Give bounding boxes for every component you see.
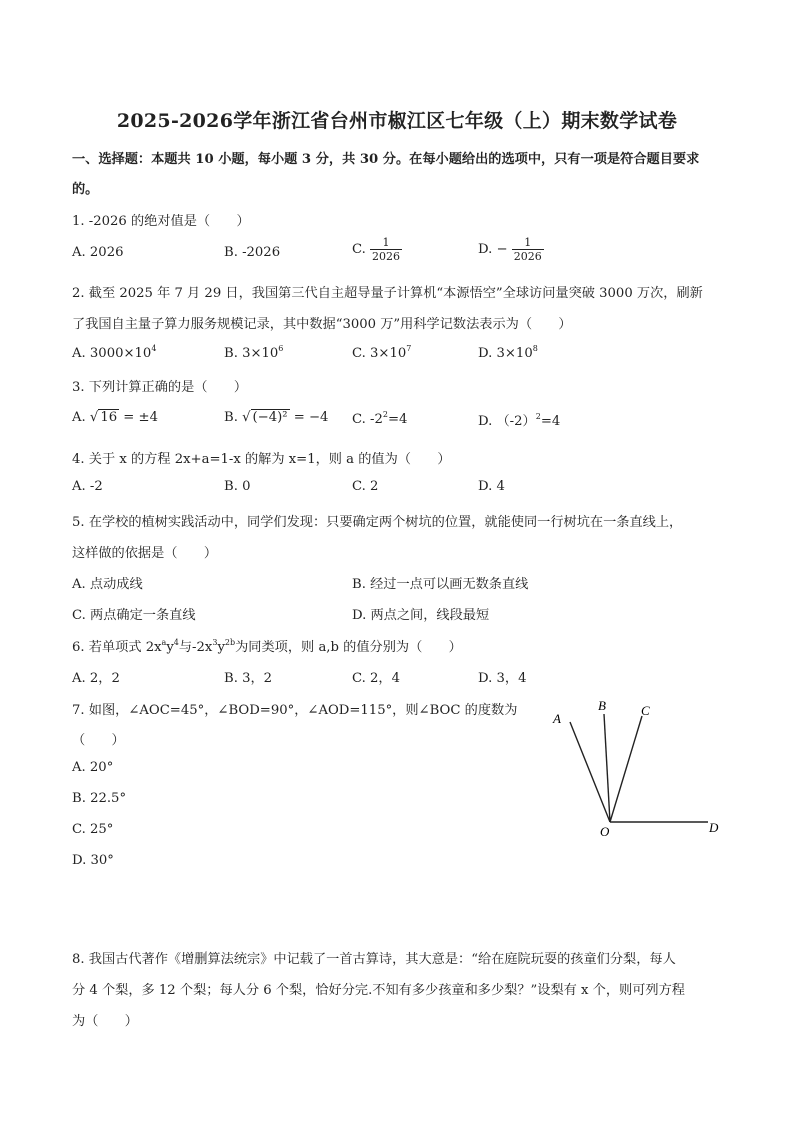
q5-option-c: C. 两点确定一条直线 [72, 608, 196, 623]
label-c: C [641, 703, 650, 718]
exam-title: 2025-2026学年浙江省台州市椒江区七年级（上）期末数学试卷 [116, 110, 678, 132]
q1-c-denominator: 2026 [372, 250, 401, 263]
q3-a-prefix: A. [72, 410, 86, 425]
section-heading-line2: 的。 [72, 182, 99, 197]
q1-option-a: A. 2026 [72, 245, 124, 260]
q2-d-exponent: 8 [532, 344, 538, 353]
q6-exp-3: 3 [212, 638, 218, 647]
ray-oa [570, 722, 610, 822]
label-d: D [709, 820, 719, 835]
label-o: O [600, 824, 610, 839]
label-a: A [553, 711, 561, 726]
q6-stem-part5: 为同类项，则 a,b 的值分别为（ ） [235, 640, 462, 655]
q1-c-numerator: 1 [370, 236, 402, 250]
q1-stem: 1. -2026 的绝对值是（ ） [72, 214, 250, 229]
q6-stem-part3: 与-2x [178, 640, 213, 655]
q3-a-rest: = ±4 [119, 410, 158, 425]
q2-stem-line2: 了我国自主量子算力服务规模记录，其中数据“3000 万”用科学记数法表示为（ ） [72, 317, 572, 332]
q3-d-exponent: 2 [535, 412, 541, 421]
q7-paren: （ ） [72, 733, 125, 748]
q3-b-prefix: B. [224, 410, 238, 425]
q3-option-a [72, 410, 158, 425]
q5-stem-line2: 这样做的依据是（ ） [72, 546, 218, 561]
q3-c-text: C. -2 [352, 412, 383, 427]
q3-option-c [352, 410, 407, 427]
q5-option-a: A. 点动成线 [72, 577, 143, 592]
q6-exp-a: a [161, 638, 167, 647]
q1-d-numerator: 1 [512, 236, 544, 250]
q6-option-b: B. 3，2 [224, 671, 273, 686]
q3-a-radicand: 16 [100, 410, 118, 425]
q1-d-prefix: D. − [478, 242, 508, 257]
q3-option-b [224, 410, 328, 425]
q4-option-c: C. 2 [352, 479, 379, 494]
q3-b-rest: = −4 [289, 410, 329, 425]
q4-stem: 4. 关于 x 的方程 2x+a=1-x 的解为 x=1，则 a 的值为（ ） [72, 452, 451, 467]
q7-option-c: C. 25° [72, 822, 114, 837]
q2-b-exponent: 6 [278, 344, 284, 353]
q6-stem [72, 636, 462, 655]
q7-option-a: A. 20° [72, 760, 114, 775]
q3-d-text: D. （-2） [478, 414, 536, 429]
q6-exp-2b: 2b [224, 638, 236, 647]
q2-d-base: D. 3×10 [478, 346, 533, 361]
q8-stem-line2: 分 4 个梨，多 12 个梨；每人分 6 个梨，恰好分完.不知有多少孩童和多少梨？”设梨有 x 个，则可列方程 [72, 983, 685, 998]
q3-d-rest: =4 [540, 414, 561, 429]
q7-option-d: D. 30° [72, 853, 114, 868]
q1-option-b: B. -2026 [224, 245, 281, 260]
q2-c-base: C. 3×10 [352, 346, 407, 361]
q3-c-exponent: 2 [382, 410, 388, 419]
q5-option-b: B. 经过一点可以画无数条直线 [352, 577, 529, 592]
ray-oc [610, 716, 642, 822]
q6-exp-4: 4 [173, 638, 179, 647]
q6-stem-part1: 6. 若单项式 2x [72, 640, 162, 655]
q1-c-fraction [370, 236, 402, 263]
q2-option-b [224, 344, 283, 361]
q8-stem-line3: 为（ ） [72, 1014, 138, 1029]
q2-option-d [478, 344, 538, 361]
q2-stem-line1: 2. 截至 2025 年 7 月 29 日，我国第三代自主超导量子计算机“本源悟空”全球访问量突破 3000 万次，刷新 [72, 286, 703, 301]
q5-stem-line1: 5. 在学校的植树实践活动中，同学们发现：只要确定两个树坑的位置，就能使同一行树坑在一条直线上， [72, 515, 683, 530]
ray-ob [604, 714, 610, 822]
q1-d-denominator: 2026 [513, 250, 542, 263]
q2-b-base: B. 3×10 [224, 346, 279, 361]
q2-c-exponent: 7 [406, 344, 412, 353]
sqrt-icon: √ [242, 410, 251, 425]
q3-c-rest: =4 [387, 412, 408, 427]
q3-option-d [478, 410, 560, 429]
q2-a-exponent: 4 [151, 344, 157, 353]
q2-option-a [72, 344, 156, 361]
section-heading-line1: 一、选择题：本题共 10 小题，每小题 3 分，共 30 分。在每小题给出的选项中，只有一项是符合题目要求 [72, 152, 700, 167]
q4-option-b: B. 0 [224, 479, 251, 494]
q6-stem-part2: y [166, 640, 174, 655]
q1-option-c [352, 236, 402, 263]
q2-a-base: A. 3000×10 [72, 346, 152, 361]
q7-stem: 7. 如图，∠AOC=45°，∠BOD=90°，∠AOD=115°，则∠BOC 的度数为 [72, 703, 518, 718]
q3-stem: 3. 下列计算正确的是（ ） [72, 380, 248, 395]
q7-option-b: B. 22.5° [72, 791, 127, 806]
sqrt-icon: √ [89, 410, 99, 425]
q4-option-a: A. -2 [72, 479, 103, 494]
q6-stem-part4: y [217, 640, 225, 655]
q2-option-c [352, 344, 411, 361]
label-b: B [598, 698, 606, 713]
q1-c-prefix: C. [352, 242, 366, 257]
q6-option-d: D. 3，4 [478, 671, 527, 686]
q1-d-fraction [512, 236, 544, 263]
q6-option-c: C. 2，4 [352, 671, 400, 686]
q1-option-d [478, 236, 544, 263]
q4-option-d: D. 4 [478, 479, 505, 494]
q6-option-a: A. 2，2 [72, 671, 120, 686]
q3-b-radicand: (−4)² [252, 410, 288, 425]
angle-figure [548, 696, 728, 841]
q8-stem-line1: 8. 我国古代著作《增删算法统宗》中记载了一首古算诗，其大意是：“给在庭院玩耍的孩童们分梨，每人 [72, 952, 676, 967]
q5-option-d: D. 两点之间，线段最短 [352, 608, 490, 623]
